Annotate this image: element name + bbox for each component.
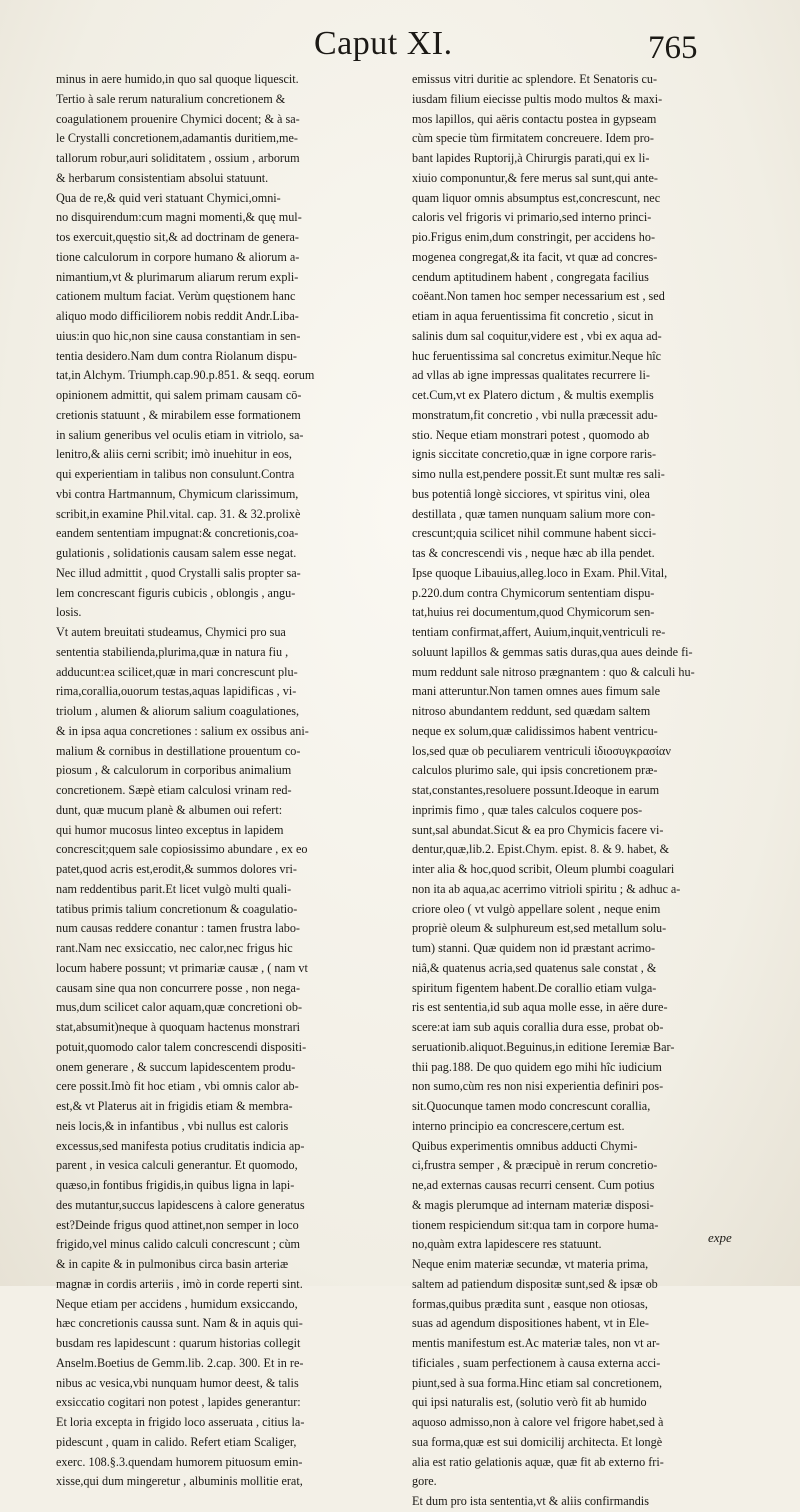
page-header	[0, 22, 800, 72]
text-line: frigido,vel minus calido calculi concrescunt ; cùm	[56, 1237, 301, 1252]
text-line: eandem sententiam impugnat:& concretionis,coa-	[56, 526, 299, 541]
text-line: tat,in Alchym. Triumph.cap.90.p.851. & seqq. eorum	[56, 368, 315, 383]
text-line: ignis siccitate concretio,quæ in igne corpore raris-	[412, 447, 657, 462]
text-line: hæc concretionis caussa sunt. Nam & in aquis qui-	[56, 1316, 303, 1331]
text-line: mus,dum scilicet calor aquam,quæ concretioni ob-	[56, 1000, 303, 1015]
text-line: triolum , alumen & aliorum salium coagulationes,	[56, 704, 300, 718]
text-line: gulationis , solidationis causam salem esse negat.	[56, 546, 297, 560]
text-line: coagulationem prouenire Chymici docent; & à sa-	[56, 111, 300, 126]
text-line: est?Deinde frigus quod attinet,non semper in loco	[56, 1217, 299, 1232]
text-line: malium & cornibus in destillatione prouentum co-	[56, 743, 301, 758]
text-line: stat,constantes,resoluere possunt.Ideoque in earum	[412, 783, 660, 797]
text-line: qui experientiam in talibus non consulunt.Contra	[56, 467, 295, 481]
text-line: pidescunt , quam in calido. Refert etiam Scaliger,	[56, 1434, 297, 1449]
text-line: potuit,quomodo calor talem concrescendi dispositi-	[56, 1039, 307, 1054]
text-line: inprimis fimo , quæ tales calculos coquere pos-	[412, 802, 643, 817]
text-line: cet.Cum,vt ex Platero dictum , & multis exemplis	[412, 388, 654, 402]
text-line: pio.Frigus enim,dum constringit, per accidens ho-	[412, 230, 656, 244]
text-line: aliquo modo difficiliorem nobis reddit Andr.Liba-	[56, 309, 299, 323]
text-line: sententia stabilienda,plurima,quæ in natura fiu ,	[56, 644, 289, 659]
text-line: salinis dum sal coquitur,videre est , vbi ex aqua ad-	[412, 328, 662, 343]
right-text-column	[412, 70, 758, 1512]
text-line: stat,absumit)neque à quoquam hactenus monstrari	[56, 1020, 301, 1034]
text-line: excessus,sed manifesta potius cruditatis indicia ap-	[56, 1138, 305, 1153]
text-line: est,& vt Platerus ait in frigidis etiam & membra-	[56, 1099, 293, 1113]
text-line: criore oleo ( vt vulgò appellare solent , neque enim	[412, 901, 661, 916]
text-line: Nec illud admittit , quod Crystalli salis propter sa-	[56, 565, 301, 580]
text-line: mum reddunt sale nitroso prægnantem : quo & calculi hu-	[412, 664, 695, 679]
text-line: los,sed quæ ob peculiarem ventriculi ἰδιοσυγκρασίαν	[412, 743, 671, 758]
text-line: qui ipsi naturalis est, (solutio verò fit ab humido	[412, 1395, 647, 1410]
text-line: xisse,qui dum mingeretur , albuminis mollitie erat,	[56, 1474, 303, 1489]
text-line: & in ipsa aqua concretiones : salium ex ossibus ani-	[56, 723, 309, 738]
text-line: ne,ad externas causas recurri censent. Cum potius	[412, 1178, 655, 1192]
text-line: num causas reddere conantur : tamen frustra labo-	[56, 921, 300, 936]
text-line: stio. Neque etiam monstrari potest , quomodo ab	[412, 427, 650, 442]
text-line: propriè oleum & sulphureum est,sed metallum solu-	[412, 921, 667, 936]
text-line: bant lapides Ruptorij,à Chirurgis parati,qui ex li-	[412, 151, 650, 165]
text-line: Qua de re,& quid veri statuant Chymici,omni-	[56, 190, 281, 205]
text-line: minus in aere humido,in quo sal quoque liquescit.	[56, 72, 299, 86]
text-line: sunt,sal abundat.Sicut & ea pro Chymicis facere vi-	[412, 822, 664, 837]
text-line: caloris vel frigoris vi primario,sed interno princi-	[412, 210, 652, 225]
text-line: busdam res lapidescunt : quarum historias collegit	[56, 1336, 301, 1350]
text-line: crescunt;quia scilicet nihil commune habent sicci-	[412, 526, 657, 541]
text-line: piunt,sed à sua forma.Hinc etiam sal concretionem,	[412, 1375, 663, 1390]
text-line: causam sine qua non concurrere posse , non nega-	[56, 980, 300, 995]
text-line: iusdam filium eiecisse pultis modo multos & maxi-	[412, 91, 663, 106]
text-line: quam liquor omnis absumptus est,concrescunt, nec	[412, 190, 661, 205]
page-number: 765	[648, 30, 698, 66]
text-line: emissus vitri duritie ac splendore. Et Senatoris cu-	[412, 72, 658, 86]
text-line: sit.Quocunque tamen modo concrescunt corallia,	[412, 1099, 651, 1113]
text-line: huc feruentissima sal concretus eximitur.Neque hîc	[412, 348, 662, 363]
text-line: xiuio componuntur,& fere merus sal sunt,qui ante-	[412, 170, 658, 185]
text-line: mentis manifestum est.Ac materiæ tales, non vt ar-	[412, 1336, 660, 1350]
text-line: tas & concrescendi vis , neque hæc ab illa pendet.	[412, 546, 655, 560]
text-line: concretionem. Sæpè etiam calculosi vrinam red-	[56, 783, 292, 797]
text-line: gore.	[412, 1474, 437, 1489]
text-line: non sumo,cùm res non nisi experientia definiri pos-	[412, 1079, 664, 1094]
text-line: lem concrescant figuris cubicis , oblongis , angu-	[56, 585, 296, 600]
text-line: tentia desidero.Nam dum contra Riolanum dispu-	[56, 348, 297, 363]
text-line: destillata , quæ tamen nunquam salium more con-	[412, 506, 656, 521]
text-line: non ita ab aqua,ac acerrimo vitrioli spiritu ; & adhuc a-	[412, 881, 681, 896]
text-line: des mutantur,succus lapidescens à calore generatus	[56, 1197, 305, 1212]
text-line: Et dum pro ista sententia,vt & aliis confirmandis	[412, 1494, 649, 1508]
running-title: Caput XI.	[314, 25, 453, 62]
text-line: uius:in quo hic,non sine causa constantiam in sen-	[56, 328, 301, 343]
text-line: exsiccatio cogitari non potest , lapides generantur:	[56, 1395, 301, 1410]
text-line: lenitro,& aliis cerni scribit; imò inuehitur in eos,	[56, 447, 292, 462]
catchword: expe	[708, 1230, 732, 1245]
text-line: tentiam confirmat,affert, Auium,inquit,ventriculi re-	[412, 625, 666, 639]
text-line: vbi contra Hartmannum, Chymicum clarissimum,	[56, 486, 299, 501]
text-line: opinionem admittit, qui salem primam causam cō-	[56, 388, 302, 402]
text-line: le Crystalli concretionem,adamantis duritiem,me-	[56, 131, 298, 146]
text-line: inter alia & hoc,quod scribit, Oleum plumbi coagulari	[412, 862, 675, 876]
text-line: scere:at iam sub aquis corallia dura esse, probat ob-	[412, 1020, 664, 1034]
text-line: tat,huius rei documentum,quod Chymicorum sen-	[412, 605, 655, 620]
text-line: soluunt lapillos & gemmas satis duras,qua aues deinde fi-	[412, 644, 693, 659]
text-line: cretionis statuunt , & mirabilem esse formationem	[56, 407, 301, 422]
text-line: suas ad agendum dispositiones habent, vt in Ele-	[412, 1316, 649, 1331]
text-line: Anselm.Boetius de Gemm.lib. 2.cap. 300. Et in re-	[56, 1355, 304, 1370]
text-line: & magis plerumque ad internam materiæ disposi-	[412, 1197, 654, 1212]
text-line: rima,corallia,ouorum testas,aquas lapidificas , vi-	[56, 684, 297, 699]
text-line: qui humor mucosus linteo exceptus in lapidem	[56, 822, 284, 837]
text-line: exerc. 108.§.3.quendam humorem pituosum emin-	[56, 1454, 303, 1469]
text-line: nam reddentibus parit.Et licet vulgò multi quali-	[56, 881, 292, 896]
text-line: tum) stanni. Quæ quidem non id præstant acrimo-	[412, 941, 656, 955]
text-line: concrescit;quem sale copiosissimo abundare , ex eo	[56, 842, 308, 857]
text-line: Vt autem breuitati studeamus, Chymici pro sua	[56, 625, 286, 639]
text-line: magnæ in cordis arteriis , imò in corde reperti sint.	[56, 1276, 303, 1291]
text-line: mogenea congregat,& ita facit, vt quæ ad concres-	[412, 249, 658, 264]
text-line: adducunt:ea scilicet,quæ in mari concrescunt plu-	[56, 664, 298, 679]
text-line: cere possit.Imò fit hoc etiam , vbi omnis calor ab-	[56, 1079, 299, 1094]
text-line: aquoso admisso,non à calore vel frigore habet,sed à	[412, 1415, 664, 1429]
text-line: piosum , & calculorum in corporibus animalium	[56, 763, 292, 778]
text-line: mos lapillos, qui aëris contactu postea in gypseam	[412, 111, 657, 126]
text-line: cationem multum faciat. Verùm quęstionem hanc	[56, 289, 296, 304]
text-line: spiritum figentem habent.De corallio etiam vulga-	[412, 980, 657, 995]
text-line: Neque etiam per accidens , humidum exsiccando,	[56, 1296, 298, 1311]
text-line: saltem ad patiendum dispositæ sunt,sed & ipsæ ob	[412, 1276, 658, 1291]
text-line: ad vllas ab igne impressas qualitates recurrere li-	[412, 368, 650, 383]
text-line: Quibus experimentis omnibus adducti Chymi-	[412, 1138, 638, 1153]
text-line: nibus ac vesica,vbi nunquam humor deest, & talis	[56, 1375, 299, 1390]
text-line: Et loria excepta in frigido loco asseruata , citius la-	[56, 1415, 305, 1429]
text-line: & in capite & in pulmonibus circa basin arteriæ	[56, 1257, 289, 1271]
text-line: tione calculorum in corpore humano & aliorum a-	[56, 249, 300, 264]
text-line: tatibus primis talium concretionum & coagulatio-	[56, 901, 298, 916]
text-line: neque ex solum,quæ calidissimos habent ventricu-	[412, 723, 658, 738]
text-line: calculos plurimo sale, qui ipsis concretionem præ-	[412, 763, 658, 778]
text-line: ci,frustra semper , & præcipuè in rerum concretio-	[412, 1158, 658, 1173]
text-line: cendum aptitudinem habent , congregata facilius	[412, 269, 649, 284]
text-line: simo nulla est,pendere possit.Et sunt multæ res sali-	[412, 467, 665, 481]
text-line: onem generare , & succum lapidescentem produ-	[56, 1059, 296, 1074]
text-line: Neque enim materiæ secundæ, vt materia prima,	[412, 1257, 649, 1271]
text-line: patet,quod acris est,erodit,& summos dolores vri-	[56, 862, 297, 876]
text-line: bus potentiâ longè sicciores, vt spiritus vini, olea	[412, 486, 650, 501]
text-line: rant.Nam nec exsiccatio, nec calor,nec frigus hic	[56, 941, 293, 955]
text-line: Ipse quoque Libauius,alleg.loco in Exam. Phil.Vital,	[412, 565, 668, 580]
text-line: & herbarum consistentiam absolui statuunt.	[56, 170, 269, 185]
text-line: seruationib.aliquot.Beguinus,in editione Ieremiæ Bar-	[412, 1039, 675, 1054]
text-line: tos exercuit,quęstio sit,& ad doctrinam de genera-	[56, 230, 299, 244]
text-line: formas,quibus prædita sunt , easque non otiosas,	[412, 1296, 648, 1311]
text-line: tificiales , suam perfectionem à causa externa acci-	[412, 1355, 661, 1370]
text-line: cùm specie tùm firmitatem concreuere. Idem pro-	[412, 131, 654, 146]
text-line: nitroso abundantem reddunt, sed quædam saltem	[412, 704, 651, 718]
text-line: sua forma,quæ est sui domicilij architecta. Et longè	[412, 1434, 663, 1449]
text-line: interno principio ea concrescere,certum est.	[412, 1118, 625, 1133]
text-line: Tertio à sale rerum naturalium concretionem &	[56, 91, 286, 106]
text-line: neis locis,& in infantibus , vbi nullus est caloris	[56, 1118, 289, 1133]
text-line: mani atteruntur.Non tamen omnes aues fimum sale	[412, 684, 661, 699]
left-text-column	[56, 70, 402, 1492]
text-line: in salium generibus vel oculis etiam in vitriolo, sa-	[56, 427, 304, 442]
text-line: thii pag.188. De quo quidem ego mihi hîc iudicium	[412, 1059, 662, 1074]
text-line: dunt, quæ mucum planè & albumen oui refert:	[56, 802, 283, 817]
text-line: niâ,& quatenus acria,sed quatenus sale constat , &	[412, 960, 657, 975]
text-line: etiam in aqua feruentissima fit concretio , sicut in	[412, 309, 654, 323]
text-line: ris est sententia,id sub aqua molle esse, in aëre dure-	[412, 1000, 668, 1015]
text-line: tionem respiciendum sit:qua tam in corpore huma-	[412, 1217, 659, 1232]
text-line: tallorum robur,auri soliditatem , ossium , arborum	[56, 151, 300, 165]
text-line: quæso,in fontibus frigidis,in quibus ligna in lapi-	[56, 1178, 295, 1192]
text-line: dentur,quæ,lib.2. Epist.Chym. epist. 8. & 9. habet, &	[412, 842, 670, 857]
text-line: parent , in vesica calculi generantur. Et quomodo,	[56, 1158, 298, 1173]
text-line: locum habere possunt; vt primariæ causæ , ( nam vt	[56, 960, 308, 975]
text-line: monstratum,fit concretio , vbi nulla præcessit adu-	[412, 407, 658, 422]
text-line: alia est ratio gelationis aquæ, quæ fit ab externo fri-	[412, 1454, 664, 1469]
text-line: no disquirendum:cum magni momenti,& quę mul-	[56, 210, 302, 225]
text-line: coëant.Non tamen hoc semper necessarium est , sed	[412, 289, 665, 304]
text-line: nimantium,vt & plurimarum aliarum rerum expli-	[56, 269, 299, 284]
text-line: p.220.dum contra Chymicorum sententiam dispu-	[412, 585, 655, 600]
text-line: scribit,in examine Phil.vital. cap. 31. & 32.prolixè	[56, 506, 301, 521]
text-line: losis.	[56, 605, 82, 620]
text-line: no,quàm extra lapidescere res statuunt.	[412, 1237, 602, 1252]
